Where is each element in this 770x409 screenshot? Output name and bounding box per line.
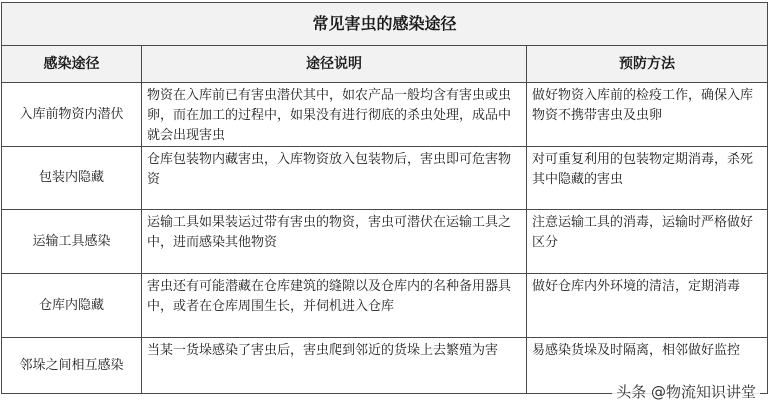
header-infection-route: 感染途径 (2, 46, 142, 83)
route-description: 害虫还有可能潜藏在仓库建筑的缝隙以及仓库内的名种备用器具中，或者在仓库周围生长，并伺机进入仓库 (142, 274, 527, 338)
prevention-method: 注意运输工具的消毒，运输时严格做好区分 (527, 210, 768, 274)
prevention-method: 做好物资入库前的检疫工作，确保入库物资不携带害虫及虫卵 (527, 83, 768, 147)
header-route-description: 途径说明 (142, 46, 527, 83)
route-description: 仓库包装物内藏害虫，入库物资放入包装物后，害虫即可危害物资 (142, 147, 527, 210)
prevention-method: 易感染货垛及时隔离，相邻做好监控 (527, 338, 768, 394)
prevention-method: 对可重复利用的包装物定期消毒，杀死其中隐藏的害虫 (527, 147, 768, 210)
header-prevention-method: 预防方法 (527, 46, 768, 83)
route-name: 包装内隐藏 (2, 147, 142, 210)
table-row (2, 210, 768, 274)
prevention-method: 做好仓库内外环境的清洁，定期消毒 (527, 274, 768, 338)
table-title: 常见害虫的感染途径 (2, 3, 768, 46)
route-name: 运输工具感染 (2, 210, 142, 274)
route-name: 仓库内隐藏 (2, 274, 142, 338)
source-watermark: 头条 @物流知识讲堂 (612, 380, 760, 403)
route-description: 运输工具如果装运过带有害虫的物资，害虫可潜伏在运输工具之中，进而感染其他物资 (142, 210, 527, 274)
route-name: 入库前物资内潜伏 (2, 83, 142, 147)
route-name: 邻垛之间相互感染 (2, 338, 142, 394)
route-description: 当某一货垛感染了害虫后，害虫爬到邻近的货垛上去繁殖为害 (142, 338, 527, 394)
table-row (2, 147, 768, 210)
route-description: 物资在入库前已有害虫潜伏其中，如农产品一般均含有害虫或虫卵，而在加工的过程中，如果没有进行彻底的杀虫处理，成品中就会出现害虫 (142, 83, 527, 147)
table-row (2, 274, 768, 338)
pest-infection-table (1, 2, 768, 394)
table-row (2, 83, 768, 147)
